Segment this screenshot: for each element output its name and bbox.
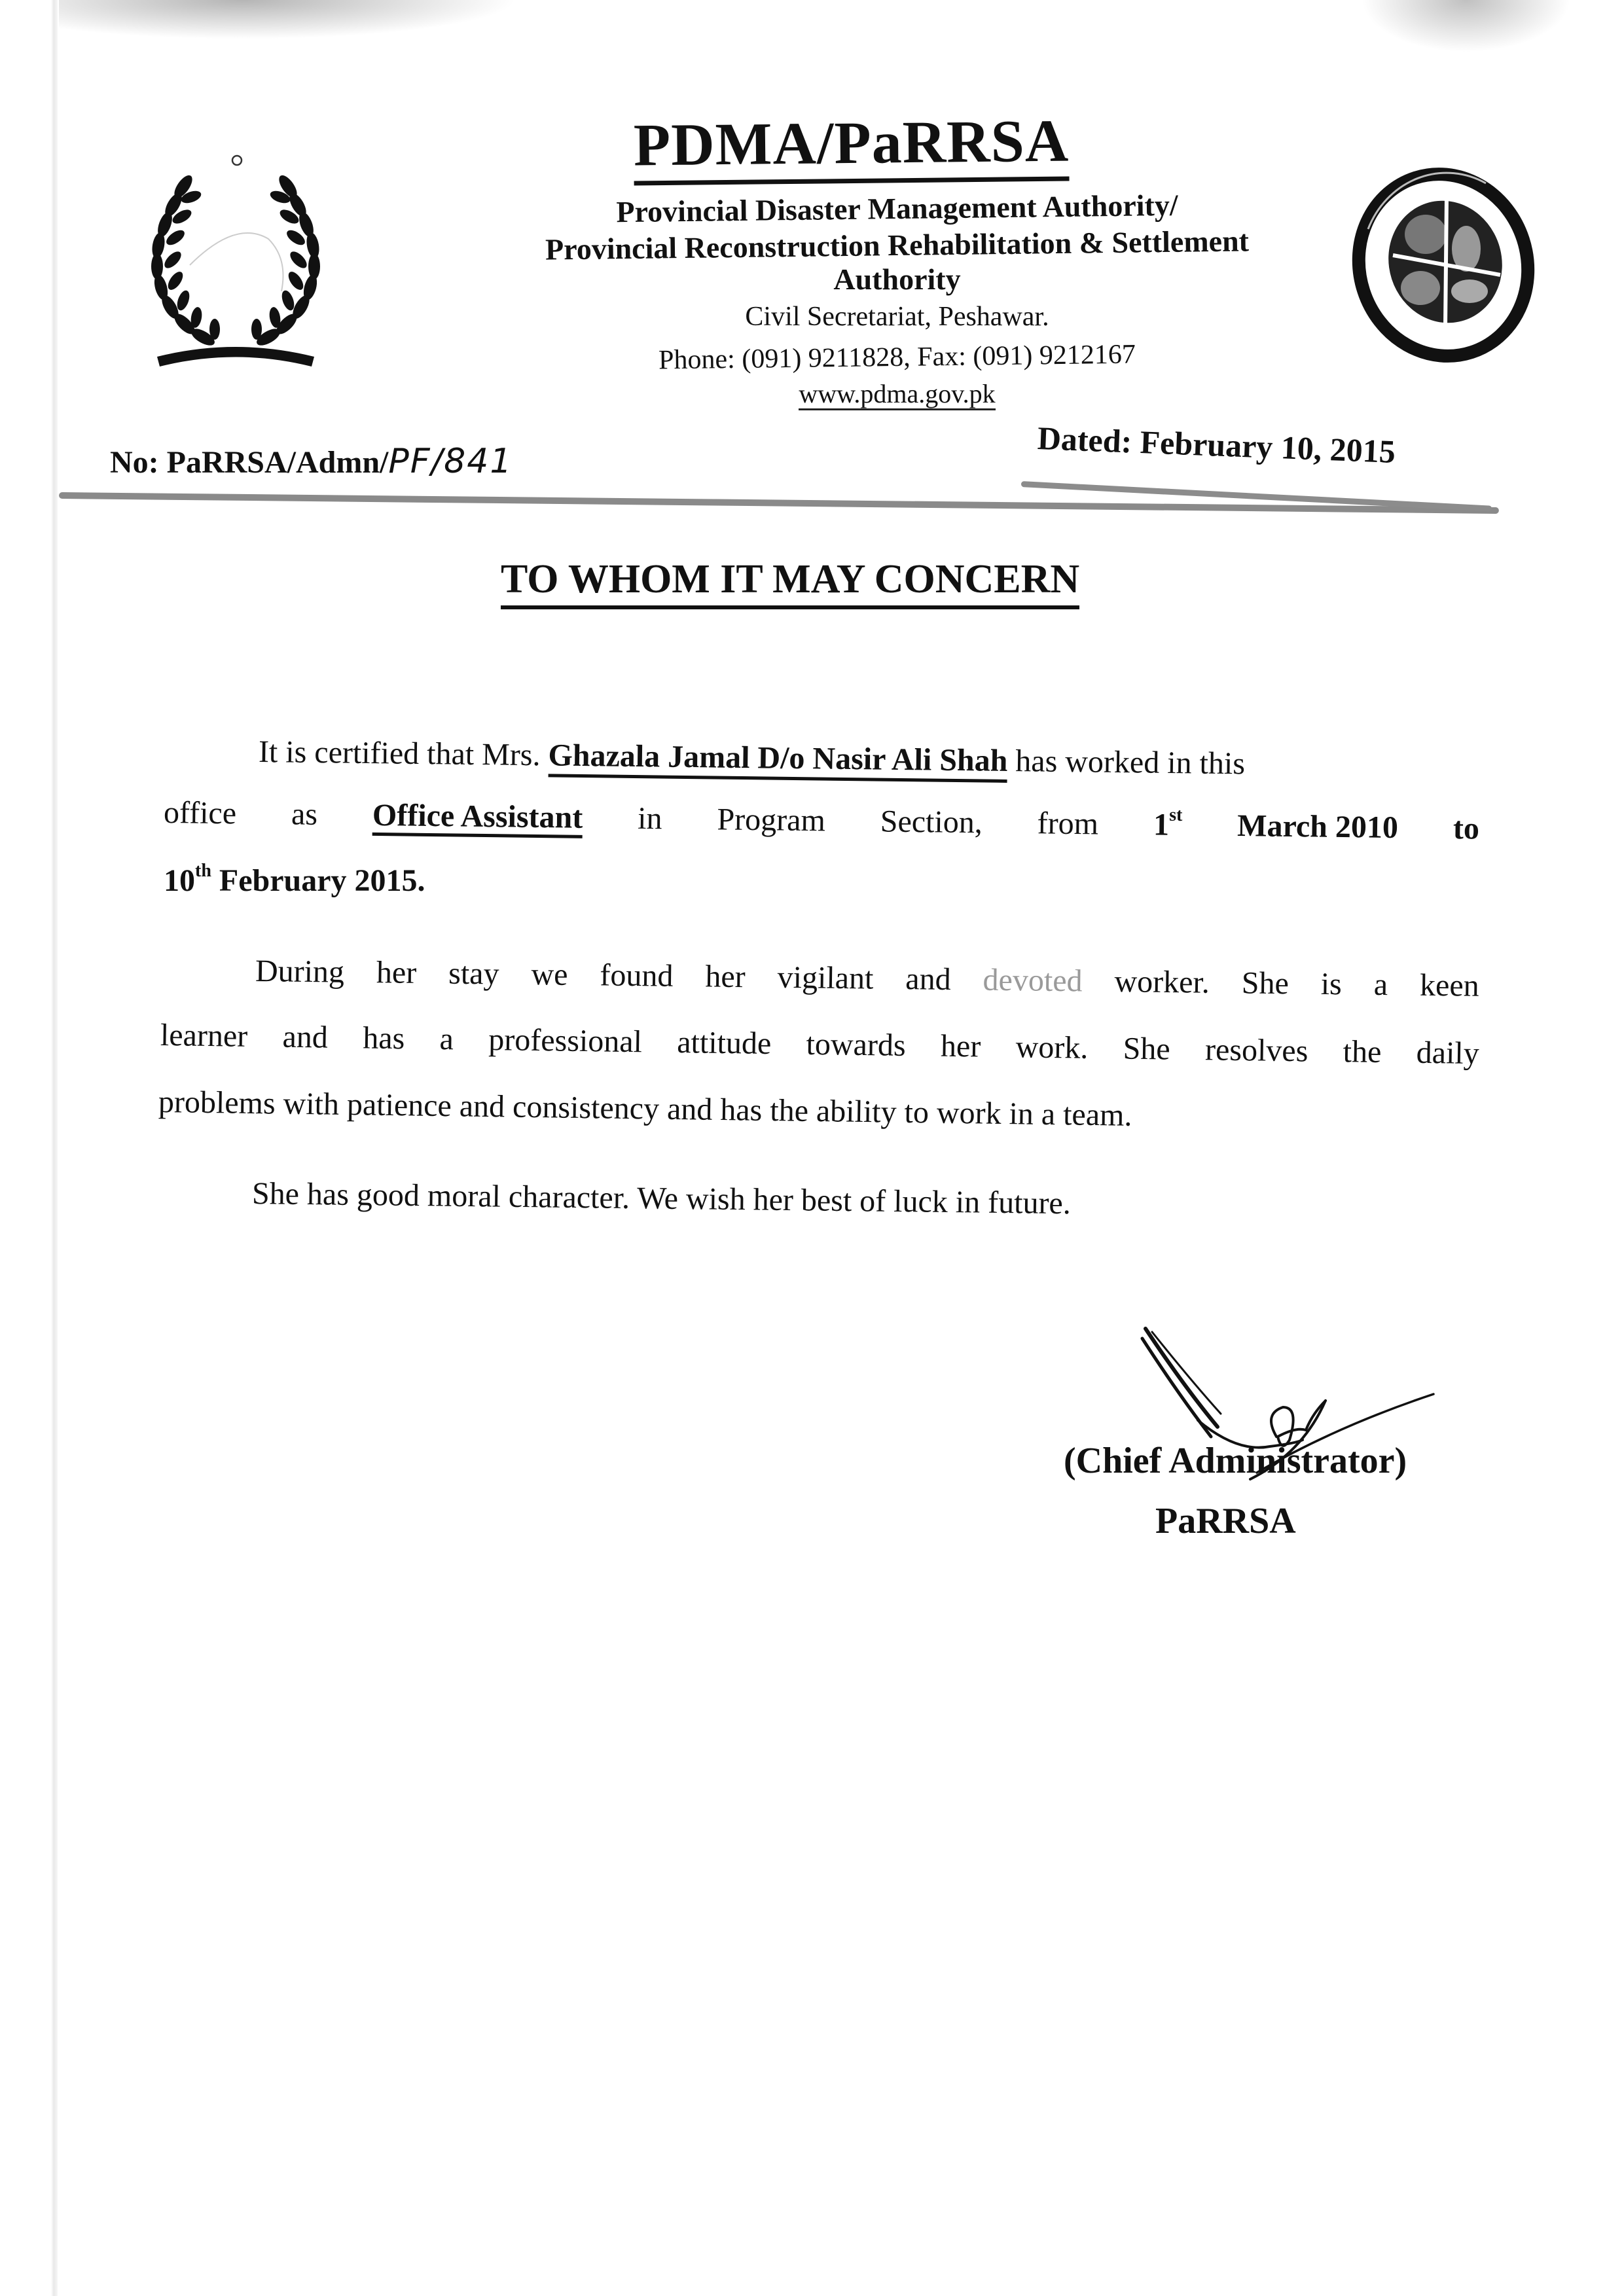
word: has [362,1020,405,1056]
word: towards [806,1026,906,1063]
word: her [705,959,746,995]
word: During [255,954,345,990]
reference-number [110,442,513,481]
word: the [1343,1034,1382,1070]
org-website[interactable] [85,378,1624,409]
word: She [1123,1031,1171,1067]
word: her [376,955,417,991]
signatory-title: (Chief Administrator) [1064,1441,1407,1481]
employee-name: Ghazala Jamal D/o Nasir Ali Shah [548,738,1008,783]
word: and [282,1019,329,1055]
word: devoted [983,962,1083,999]
start-month-year: March 2010 [1236,808,1399,846]
word: worker. [1114,964,1210,1000]
paragraph-line: problems with patience and consistency and has the ability to work in a team. [158,1085,1132,1133]
word: keen [1419,967,1480,1003]
employee-position: Office Assistant [372,800,583,838]
paragraph-line: It is certified that Mrs. Ghazala Jamal D/o Nasir Ali Shah has worked in this [259,736,1246,780]
reference-label: No: PaRRSA/Admn/ [110,445,389,480]
word: learner [160,1018,248,1054]
word: work. [1015,1030,1089,1066]
reference-handwritten: PF/841 [388,442,513,481]
word: She [1241,965,1290,1001]
org-full-name-line3: Authority [833,262,961,296]
paragraph-closing: She has good moral character. We wish her best of luck in future. [251,1176,1072,1221]
org-short-name: PDMA/PaRRSA [0,108,1624,183]
org-full-name-line2: Provincial Reconstruction Rehabilitation & Settlement [545,224,1250,266]
scan-shadow [59,0,517,39]
word: a [439,1021,454,1057]
word: attitude [676,1025,772,1062]
letter-heading: TO WHOM IT MAY CONCERN [501,556,1079,609]
paragraph-line [255,956,1479,1002]
website-link[interactable]: www.pdma.gov.pk [799,379,995,410]
end-date: 10th February 2015. [164,861,425,898]
word: daily [1416,1035,1480,1071]
paragraph-line: office as Office Assistant in Program Section, from 1st March 2010 to [164,797,1480,850]
letter-date: Dated: February 10, 2015 [1036,420,1396,470]
org-address: Civil Secretariat, Peshawar. [745,302,1049,332]
scan-shadow [1362,0,1571,52]
word: is [1320,966,1343,1002]
word: found [600,958,674,994]
start-date: 1st [1153,804,1183,842]
word: a [1373,967,1388,1003]
word: professional [488,1022,643,1060]
org-phone-fax: Phone: (091) 9211828, Fax: (091) 9212167 [658,339,1136,376]
word: her [940,1028,981,1064]
word: and [905,961,951,997]
signatory-organization: PaRRSA [1155,1501,1296,1541]
org-full-name-line1: Provincial Disaster Management Authority/ [616,188,1178,229]
paragraph-line [160,1020,1479,1069]
word: stay [448,956,499,992]
word: we [531,957,568,992]
word: resolves [1204,1032,1308,1069]
scan-page-edge [0,0,58,2296]
word: vigilant [777,960,874,996]
